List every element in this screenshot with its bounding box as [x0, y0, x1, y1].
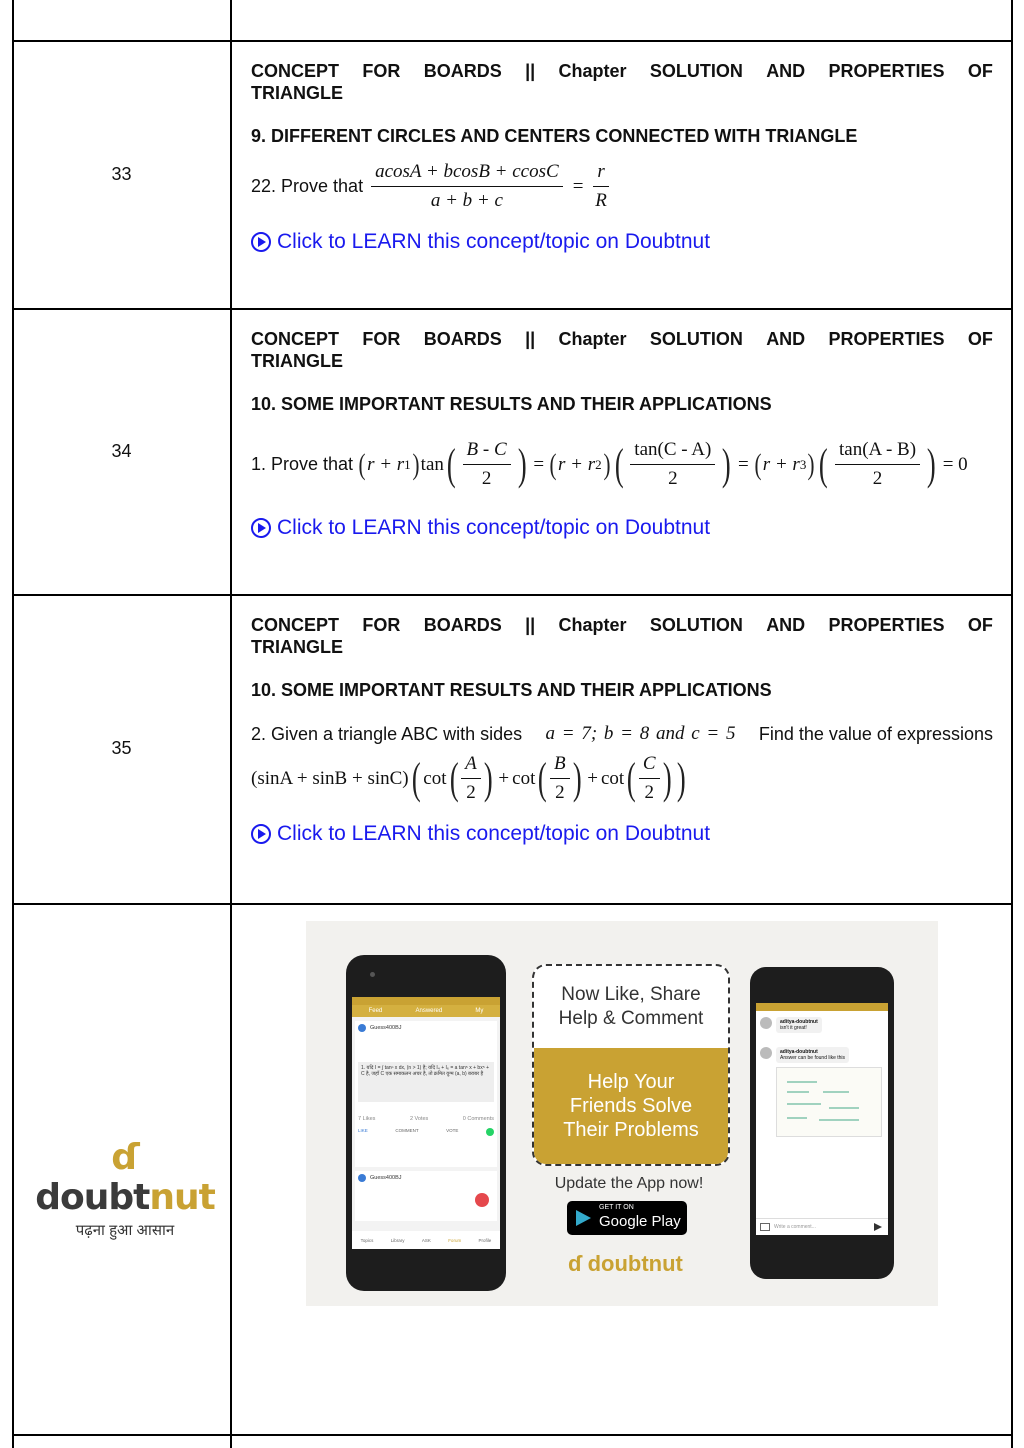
table-left-border: [12, 0, 14, 1448]
learn-link[interactable]: Click to LEARN this concept/topic on Doubtnut: [251, 516, 993, 540]
section-title: 10. SOME IMPORTANT RESULTS AND THEIR APPLICATIONS: [251, 680, 772, 700]
chat-message: aditya-doubtnut Answer can be found like this: [760, 1047, 884, 1063]
bottom-nav: Topics Library ASK Forum Profile: [352, 1231, 500, 1249]
fab-button[interactable]: [475, 1193, 489, 1207]
handwritten-solution: [777, 1068, 881, 1136]
feed-tabs: Feed Answered My: [352, 1005, 500, 1017]
row-border: [12, 308, 1013, 310]
question-cell: [251, 60, 993, 254]
google-play-icon: [576, 1210, 591, 1226]
table-divider: [230, 0, 232, 1448]
learn-link[interactable]: Click to LEARN this concept/topic on Doubtnut: [251, 822, 993, 846]
row-border: [12, 1434, 1013, 1436]
question-image: 1. यदि I = ∫ tanⁿ x dx, (n > 1) है; यदि I₄ + I₆ = a tan⁵ x + bx⁵ + C है, जहाँ C एक समाकलन अचर है, तो क्रमित युग्म (a, b) बराबर है: [358, 1062, 494, 1102]
section-title: 10. SOME IMPORTANT RESULTS AND THEIR APPLICATIONS: [251, 394, 772, 414]
avatar: [358, 1024, 366, 1032]
comment-button[interactable]: COMMENT: [395, 1128, 419, 1133]
right-phone: [750, 967, 894, 1279]
lhs-fraction: $\frac{acosA + bcosB + ccosC}{a + b + c}$: [371, 161, 563, 212]
app-promo-banner[interactable]: [306, 921, 938, 1306]
send-icon[interactable]: [874, 1223, 882, 1231]
play-circle-icon: [251, 232, 271, 252]
logo-tagline: पढ़ना हुआ आसान: [75, 1222, 175, 1239]
question-cell: [251, 614, 993, 846]
question: 2. Given a triangle ABC with sides a = 7; b = 8 and c = 5 Find the value of expressions: [251, 723, 993, 744]
camera-dot: [370, 972, 375, 977]
left-phone: [346, 955, 506, 1291]
row-number: 34: [111, 441, 132, 461]
promo-bottom-text: Help Your Friends Solve Their Problems: [534, 1048, 728, 1164]
play-circle-icon: [251, 518, 271, 538]
question-cell: [251, 328, 993, 540]
rhs-fraction: $\frac{r}{R}$: [595, 161, 607, 211]
doubtnut-logo: ɗ doubtnut पढ़ना हुआ आसान: [30, 1138, 220, 1240]
concept-heading: CONCEPT FOR BOARDS || Chapter SOLUTION AND PROPERTIES OF TRIANGLE: [251, 615, 993, 657]
logo-icon: ɗ: [568, 1251, 582, 1276]
play-circle-icon: [251, 824, 271, 844]
logo-icon: ɗ: [111, 1137, 139, 1178]
expression: (sinA + sinB + sinC) ( cot ( $\frac{A}{2}$ ) + cot ( $\frac{B}{2}$ ) + cot ( $\frac{C}{2}$ ) ): [251, 753, 686, 803]
avatar: [358, 1174, 366, 1182]
chat-message: aditya-doubtnut isn't it great!: [760, 1017, 884, 1033]
feed-card: Guess400BJ: [355, 1171, 497, 1221]
concept-heading: CONCEPT FOR BOARDS || Chapter SOLUTION AND PROPERTIES OF TRIANGLE: [251, 61, 993, 103]
row-number: 35: [111, 738, 132, 758]
phone-screen: [756, 1003, 888, 1235]
google-play-button[interactable]: GET IT ON Google Play: [567, 1201, 687, 1235]
question: 1. Prove that ( r + r 1 ) tan ( $\frac{B - C}{2}$ ) = ( r + r 2 ) ( $\frac{\tan(C - A)}{2}$ ) = ( r + r 3 ) ( $\frac{\tan(A - B)}{2}$ ) = 0: [251, 439, 968, 489]
row-number: 33: [111, 164, 132, 184]
feed-card: Guess400BJ 1. यदि I = ∫ tanⁿ x dx, (n > 1) है; यदि I₄ + I₆ = a tan⁵ x + bx⁵ + C है, जहाँ C एक समाकलन अचर है, तो क्रमित युग्म (a, b) बराबर है 7 Likes 2 Votes 0 Comments LIKE COMMENT VOTE: [355, 1021, 497, 1167]
update-text: Update the App now!: [554, 1175, 704, 1192]
vote-button[interactable]: VOTE: [446, 1128, 459, 1133]
camera-icon[interactable]: [760, 1223, 770, 1231]
whatsapp-icon[interactable]: [486, 1128, 494, 1136]
learn-link[interactable]: Click to LEARN this concept/topic on Doubtnut: [251, 230, 993, 254]
like-button[interactable]: LIKE: [358, 1128, 368, 1133]
promo-top-text: Now Like, Share Help & Comment: [558, 984, 704, 1029]
answer-image: [776, 1067, 882, 1137]
question: 22. Prove that $\frac{acosA + bcosB + ccosC}{a + b + c}$ = $\frac{r}{R}$: [251, 161, 607, 211]
row-border: [12, 40, 1013, 42]
table-right-border: [1011, 0, 1013, 1448]
banner-brand-logo: ɗ doubtnut: [568, 1251, 683, 1276]
phone-screen: [352, 997, 500, 1249]
row-border: [12, 594, 1013, 596]
concept-heading: CONCEPT FOR BOARDS || Chapter SOLUTION AND PROPERTIES OF TRIANGLE: [251, 329, 993, 371]
promo-box: [532, 964, 730, 1166]
comment-input[interactable]: Write a comment...: [756, 1218, 888, 1235]
section-title: 9. DIFFERENT CIRCLES AND CENTERS CONNECTED WITH TRIANGLE: [251, 126, 858, 146]
avatar: [760, 1047, 772, 1059]
avatar: [760, 1017, 772, 1029]
row-border: [12, 903, 1013, 905]
